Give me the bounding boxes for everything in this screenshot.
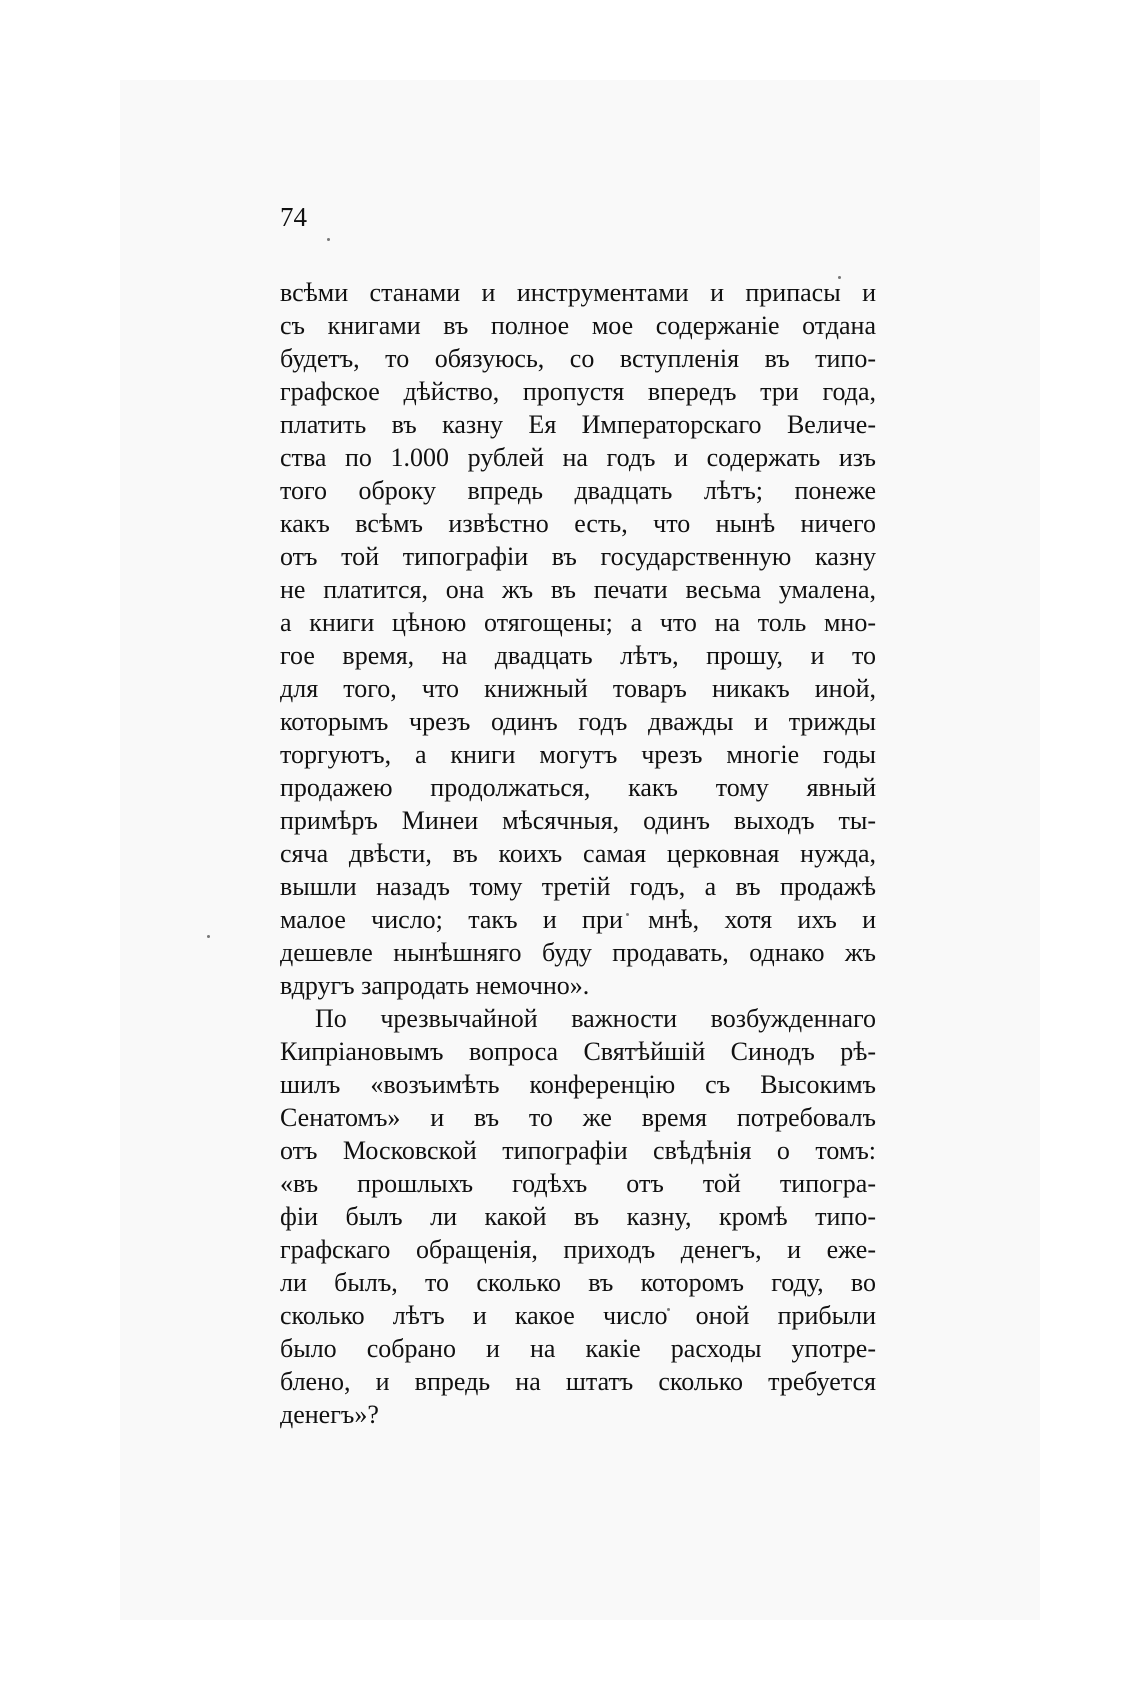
text-line: «въ прошлыхъ годѣхъ отъ той типогра- (280, 1169, 876, 1198)
body-text (280, 276, 876, 1431)
text-line: ства по 1.000 рублей на годъ и содержать изъ (280, 443, 876, 472)
text-line: торгуютъ, а книги могутъ чрезъ многіе годы (280, 740, 876, 769)
text-line: примѣръ Минеи мѣсячныя, одинъ выходъ ты- (280, 806, 876, 835)
text-line: будетъ, то обязуюсь, со вступленія въ типо- (280, 344, 876, 373)
text-line: графское дѣйство, пропустя впередъ три года, (280, 377, 876, 406)
text-line: отъ той типографіи въ государственную казну (280, 542, 876, 571)
text-line: шилъ «возъимѣть конференцію съ Высокимъ (280, 1070, 876, 1099)
text-line: для того, что книжный товаръ никакъ иной, (280, 674, 876, 703)
paragraph-end-line: вдругъ запродать немочно». (280, 971, 590, 1000)
text-line: платить въ казну Ея Императорскаго Величе- (280, 410, 876, 439)
text-line: малое число; такъ и при мнѣ, хотя ихъ и (280, 905, 876, 934)
text-line: гое время, на двадцать лѣтъ, прошу, и то (280, 641, 876, 670)
text-line: Кипріановымъ вопроса Святѣйшій Синодъ рѣ- (280, 1037, 876, 1066)
text-line: дешевле нынѣшняго буду продавать, однако жъ (280, 938, 876, 967)
text-line: ли былъ, то сколько въ которомъ году, во (280, 1268, 876, 1297)
text-line: блено, и впредь на штатъ сколько требуется (280, 1367, 876, 1396)
text-line: а книги цѣною отягощены; а что на толь мно- (280, 608, 876, 637)
text-line: сяча двѣсти, въ коихъ самая церковная нужда, (280, 839, 876, 868)
text-line: не платится, она жъ въ печати весьма умалена, (280, 575, 876, 604)
text-line: фіи былъ ли какой въ казну, кромѣ типо- (280, 1202, 876, 1231)
print-speck (207, 935, 210, 938)
text-line: отъ Московской типографіи свѣдѣнія о томъ: (280, 1136, 876, 1165)
text-line: сколько лѣтъ и какое число оной прибыли (280, 1301, 876, 1330)
text-line: графскаго обращенія, приходъ денегъ, и еже- (280, 1235, 876, 1264)
text-line: какъ всѣмъ извѣстно есть, что нынѣ ничего (280, 509, 876, 538)
text-line: было собрано и на какіе расходы употре- (280, 1334, 876, 1363)
print-speck (327, 238, 330, 241)
text-line: Сенатомъ» и въ то же время потребовалъ (280, 1103, 876, 1132)
paragraph-end-line: денегъ»? (280, 1400, 379, 1429)
text-line: всѣми станами и инструментами и припасы и (280, 278, 876, 307)
text-line: продажею продолжаться, какъ тому явный (280, 773, 876, 802)
page-number: 74 (280, 202, 307, 232)
paragraph-first-line: По чрезвычайной важности возбужденнаго (315, 1004, 876, 1033)
text-line: того оброку впредь двадцать лѣтъ; понеже (280, 476, 876, 505)
text-line: съ книгами въ полное мое содержаніе отдана (280, 311, 876, 340)
text-line: которымъ чрезъ одинъ годъ дважды и трижды (280, 707, 876, 736)
text-line: вышли назадъ тому третій годъ, а въ продажѣ (280, 872, 876, 901)
